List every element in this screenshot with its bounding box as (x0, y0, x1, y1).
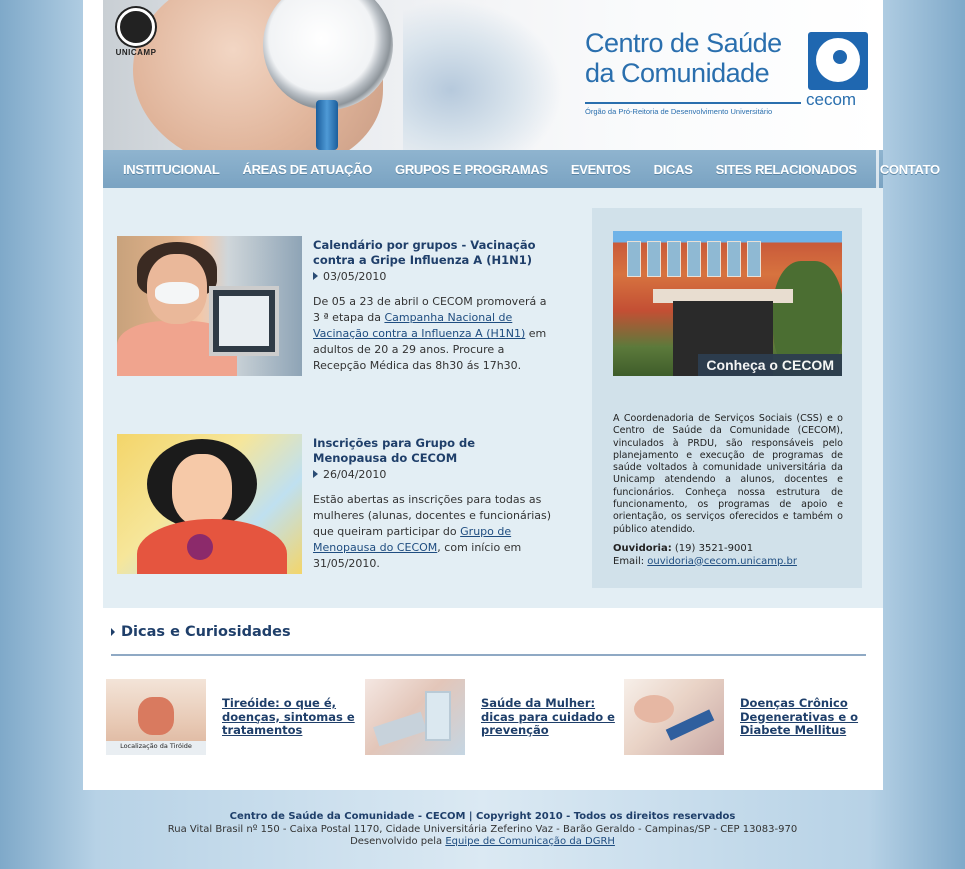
page-container (83, 0, 940, 790)
unicamp-emblem-icon (117, 8, 155, 46)
nav-item-sites-relacionados[interactable]: SITES RELACIONADOS (715, 161, 857, 177)
dicas-heading: Dicas e Curiosidades (111, 624, 291, 640)
dica-item (106, 679, 361, 757)
footer-credits: Desenvolvido pela Equipe de Comunicação da DGRH (350, 836, 615, 847)
dica-item (365, 679, 620, 757)
nav-item-areas-de-atuacao[interactable]: ÁREAS DE ATUAÇÃO (242, 161, 373, 177)
conheca-cecom-image[interactable] (613, 231, 842, 376)
site-subtitle: Órgão da Pró-Reitoria de Desenvolvimento Universitário (585, 107, 773, 116)
dica-image-diabete[interactable] (624, 679, 724, 755)
unicamp-logo[interactable] (113, 8, 159, 58)
news-link-grupo-menopausa[interactable]: Grupo de Menopausa do CECOM (313, 525, 512, 554)
arrow-right-icon (313, 272, 318, 280)
footer-copyright: Centro de Saúde da Comunidade - CECOM | Copyright 2010 - Todos os direitos reservados (229, 811, 736, 822)
dica-link-saude-mulher[interactable]: Saúde da Mulher: dicas para cuidado e prevenção (481, 696, 615, 737)
nav-item-dicas[interactable]: DICAS (653, 161, 693, 177)
header-banner (103, 0, 883, 150)
cecom-logo-text: cecom (806, 90, 857, 109)
nav-item-institucional[interactable]: INSTITUCIONAL (123, 161, 220, 177)
nav-item-eventos[interactable]: EVENTOS (570, 161, 631, 177)
dica-link-diabete[interactable]: Doenças Crônico Degenerativas e o Diabete Mellitus (740, 696, 859, 737)
nav-item-grupos-e-programas[interactable]: GRUPOS E PROGRAMAS (395, 161, 548, 177)
ouvidoria-label: Ouvidoria: (613, 543, 672, 554)
nav-item-contato[interactable]: CONTATO (879, 161, 940, 177)
news-link-campanha[interactable]: Campanha Nacional de Vacinação contra a Influenza A (H1N1) (313, 311, 526, 340)
dicas-divider (111, 654, 866, 656)
news-title[interactable]: Inscrições para Grupo de Menopausa do CECOM (313, 436, 475, 465)
news-text: De 05 a 23 de abril o CECOM promoverá a 3 ª etapa da Campanha Nacional de Vacinação contra a Influenza A (H1N1) em adultos de 20 a 29 anos. Procure a Recepção Médica das 8h30 ás 17h30. (313, 295, 547, 372)
stethoscope-tube (316, 100, 338, 150)
email-label: Email: (613, 555, 648, 567)
news-text: Estão abertas as inscrições para todas as mulheres (alunas, docentes e funcionárias) que queiram participar do Grupo de Menopausa do CECOM, com início em 31/05/2010. (313, 493, 552, 570)
cecom-logo-icon[interactable] (808, 32, 868, 90)
site-title-line1: Centro de Saúde (585, 28, 782, 58)
main-nav (103, 150, 940, 188)
arrow-right-icon (313, 470, 318, 478)
footer-link-dgrh[interactable]: Equipe de Comunicação da DGRH (445, 836, 615, 847)
news-date: 26/04/2010 (313, 468, 553, 482)
ouvidoria-phone: (19) 3521-9001 (671, 543, 754, 554)
footer-address: Rua Vital Brasil nº 150 - Caixa Postal 1170, Cidade Universitária Zeferino Vaz - Barão Geraldo - Campinas/SP - CEP 13083-970 (167, 823, 798, 835)
sidebar-contact (613, 543, 843, 568)
unicamp-logo-text: UNICAMP (115, 48, 157, 57)
arrow-right-icon (111, 628, 115, 636)
email-link[interactable]: ouvidoria@cecom.unicamp.br (647, 555, 797, 567)
conheca-cecom-label[interactable]: Conheça o CECOM (698, 354, 842, 376)
nav-divider (876, 150, 879, 188)
dica-link-tireoide[interactable]: Tireóide: o que é, doenças, sintomas e tratamentos (222, 696, 355, 737)
news-image-vacinacao[interactable] (117, 236, 302, 376)
dica-image-caption: Localização da Tiróide (120, 742, 192, 750)
news-title[interactable]: Calendário por grupos - Vacinação contra a Gripe Influenza A (H1N1) (313, 238, 536, 267)
dica-image-tireoide[interactable] (106, 679, 206, 755)
footer (0, 811, 965, 849)
news-section (103, 188, 883, 608)
news-image-menopausa[interactable] (117, 434, 302, 574)
dica-item (624, 679, 879, 757)
news-date: 03/05/2010 (313, 270, 553, 284)
site-title-line2: da Comunidade (585, 58, 770, 88)
sidebar-description: A Coordenadoria de Serviços Sociais (CSS) e o Centro de Saúde da Comunidade (CECOM), vinculados à PRDU, são responsáveis pelo planejamento e execução de programas de saúde voltados à comunidade universitária da Unicamp atendendo a alunos, docentes e funcionários. Conheça nossa estrutura de funcionamento, os programas de apoio e orientação, os serviços oferecidos e também o público atendido. (613, 413, 843, 535)
sidebar (592, 208, 862, 588)
banner-coat-image (403, 0, 563, 150)
dica-image-saude-mulher[interactable] (365, 679, 465, 755)
site-title[interactable] (585, 28, 805, 88)
title-divider (585, 102, 801, 104)
